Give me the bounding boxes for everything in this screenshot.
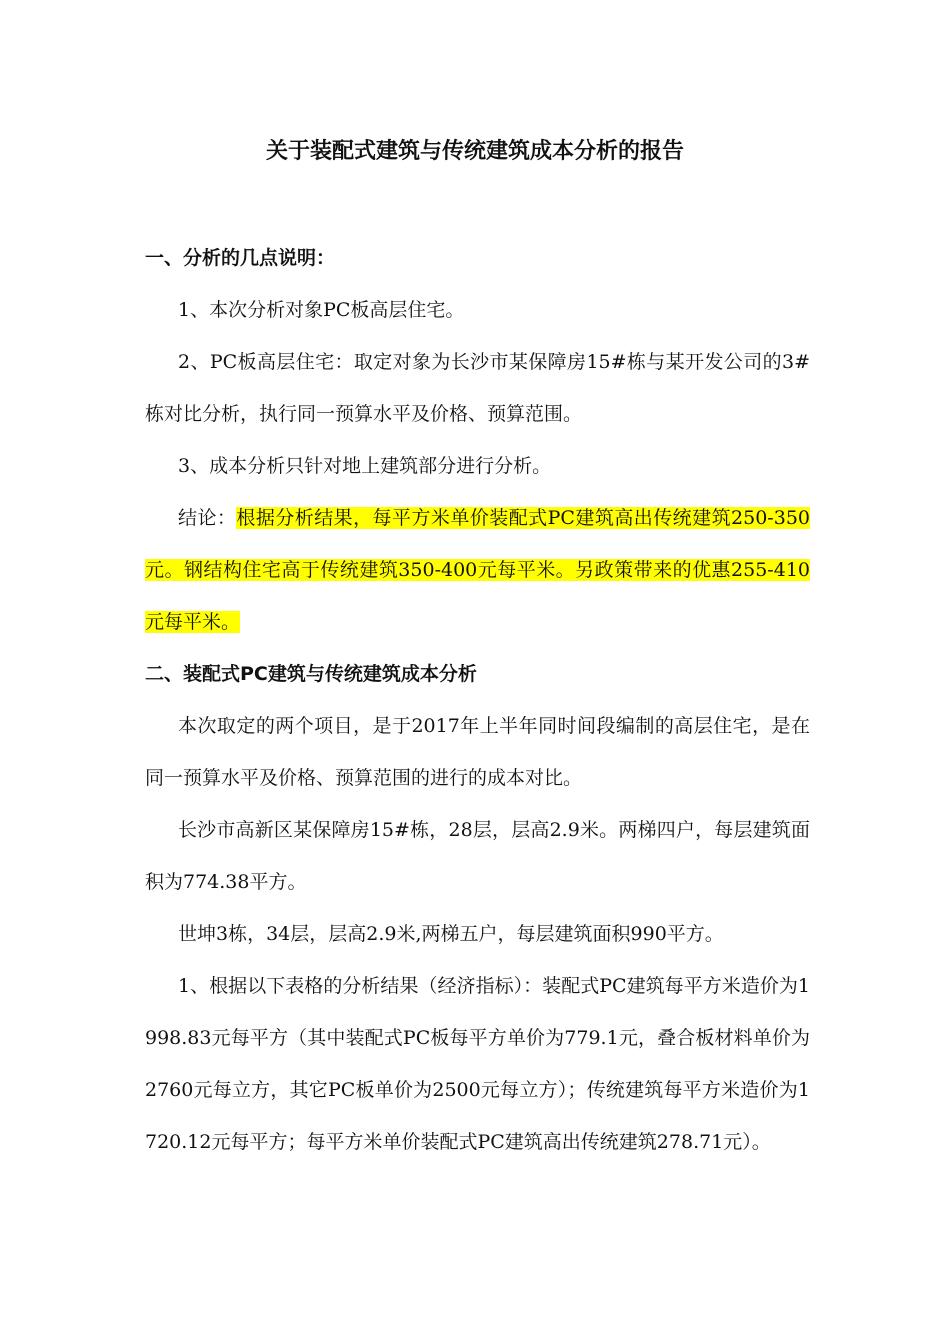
conclusion-highlight: 根据分析结果，每平方米单价装配式PC建筑高出传统建筑250-350元。钢结构住宅高于传统建筑350-400元每平米。另政策带来的优惠255-410元每平米。	[145, 507, 810, 633]
section-1-item-3: 3、成本分析只针对地上建筑部分进行分析。	[178, 455, 552, 477]
document-title: 关于装配式建筑与传统建筑成本分析的报告	[265, 139, 684, 164]
section-2-paragraph-3: 世坤3栋，34层，层高2.9米,两梯五户，每层建筑面积990平方。	[178, 923, 724, 945]
section-1-item-2: 2、PC板高层住宅：取定对象为长沙市某保障房15#栋与某开发公司的3#栋对比分析，执行同一预算水平及价格、预算范围。	[145, 351, 810, 425]
section-2-paragraph-2: 长沙市高新区某保障房15#栋，28层，层高2.9米。两梯四户，每层建筑面积为774.38平方。	[145, 819, 810, 893]
conclusion-label: 结论：	[178, 507, 237, 529]
conclusion-paragraph	[145, 492, 810, 648]
section-2-paragraph-1: 本次取定的两个项目，是于2017年上半年同时间段编制的高层住宅，是在同一预算水平及价格、预算范围的进行的成本对比。	[145, 715, 810, 789]
section-1-heading: 一、分析的几点说明：	[145, 247, 336, 269]
section-2-paragraph-4: 1、根据以下表格的分析结果（经济指标）：装配式PC建筑每平方米造价为1998.83元每平方（其中装配式PC板每平方单价为779.1元，叠合板材料单价为2760元每立方，其它PC板单价为2500元每立方）；传统建筑每平方米造价为1720.12元每平方；每平方米单价装配式PC建筑高出传统建筑278.71元）。	[145, 975, 810, 1153]
section-2-heading: 二、装配式PC建筑与传统建筑成本分析	[145, 663, 477, 685]
section-1-item-1: 1、本次分析对象PC板高层住宅。	[178, 299, 465, 321]
document-body	[145, 232, 810, 1168]
